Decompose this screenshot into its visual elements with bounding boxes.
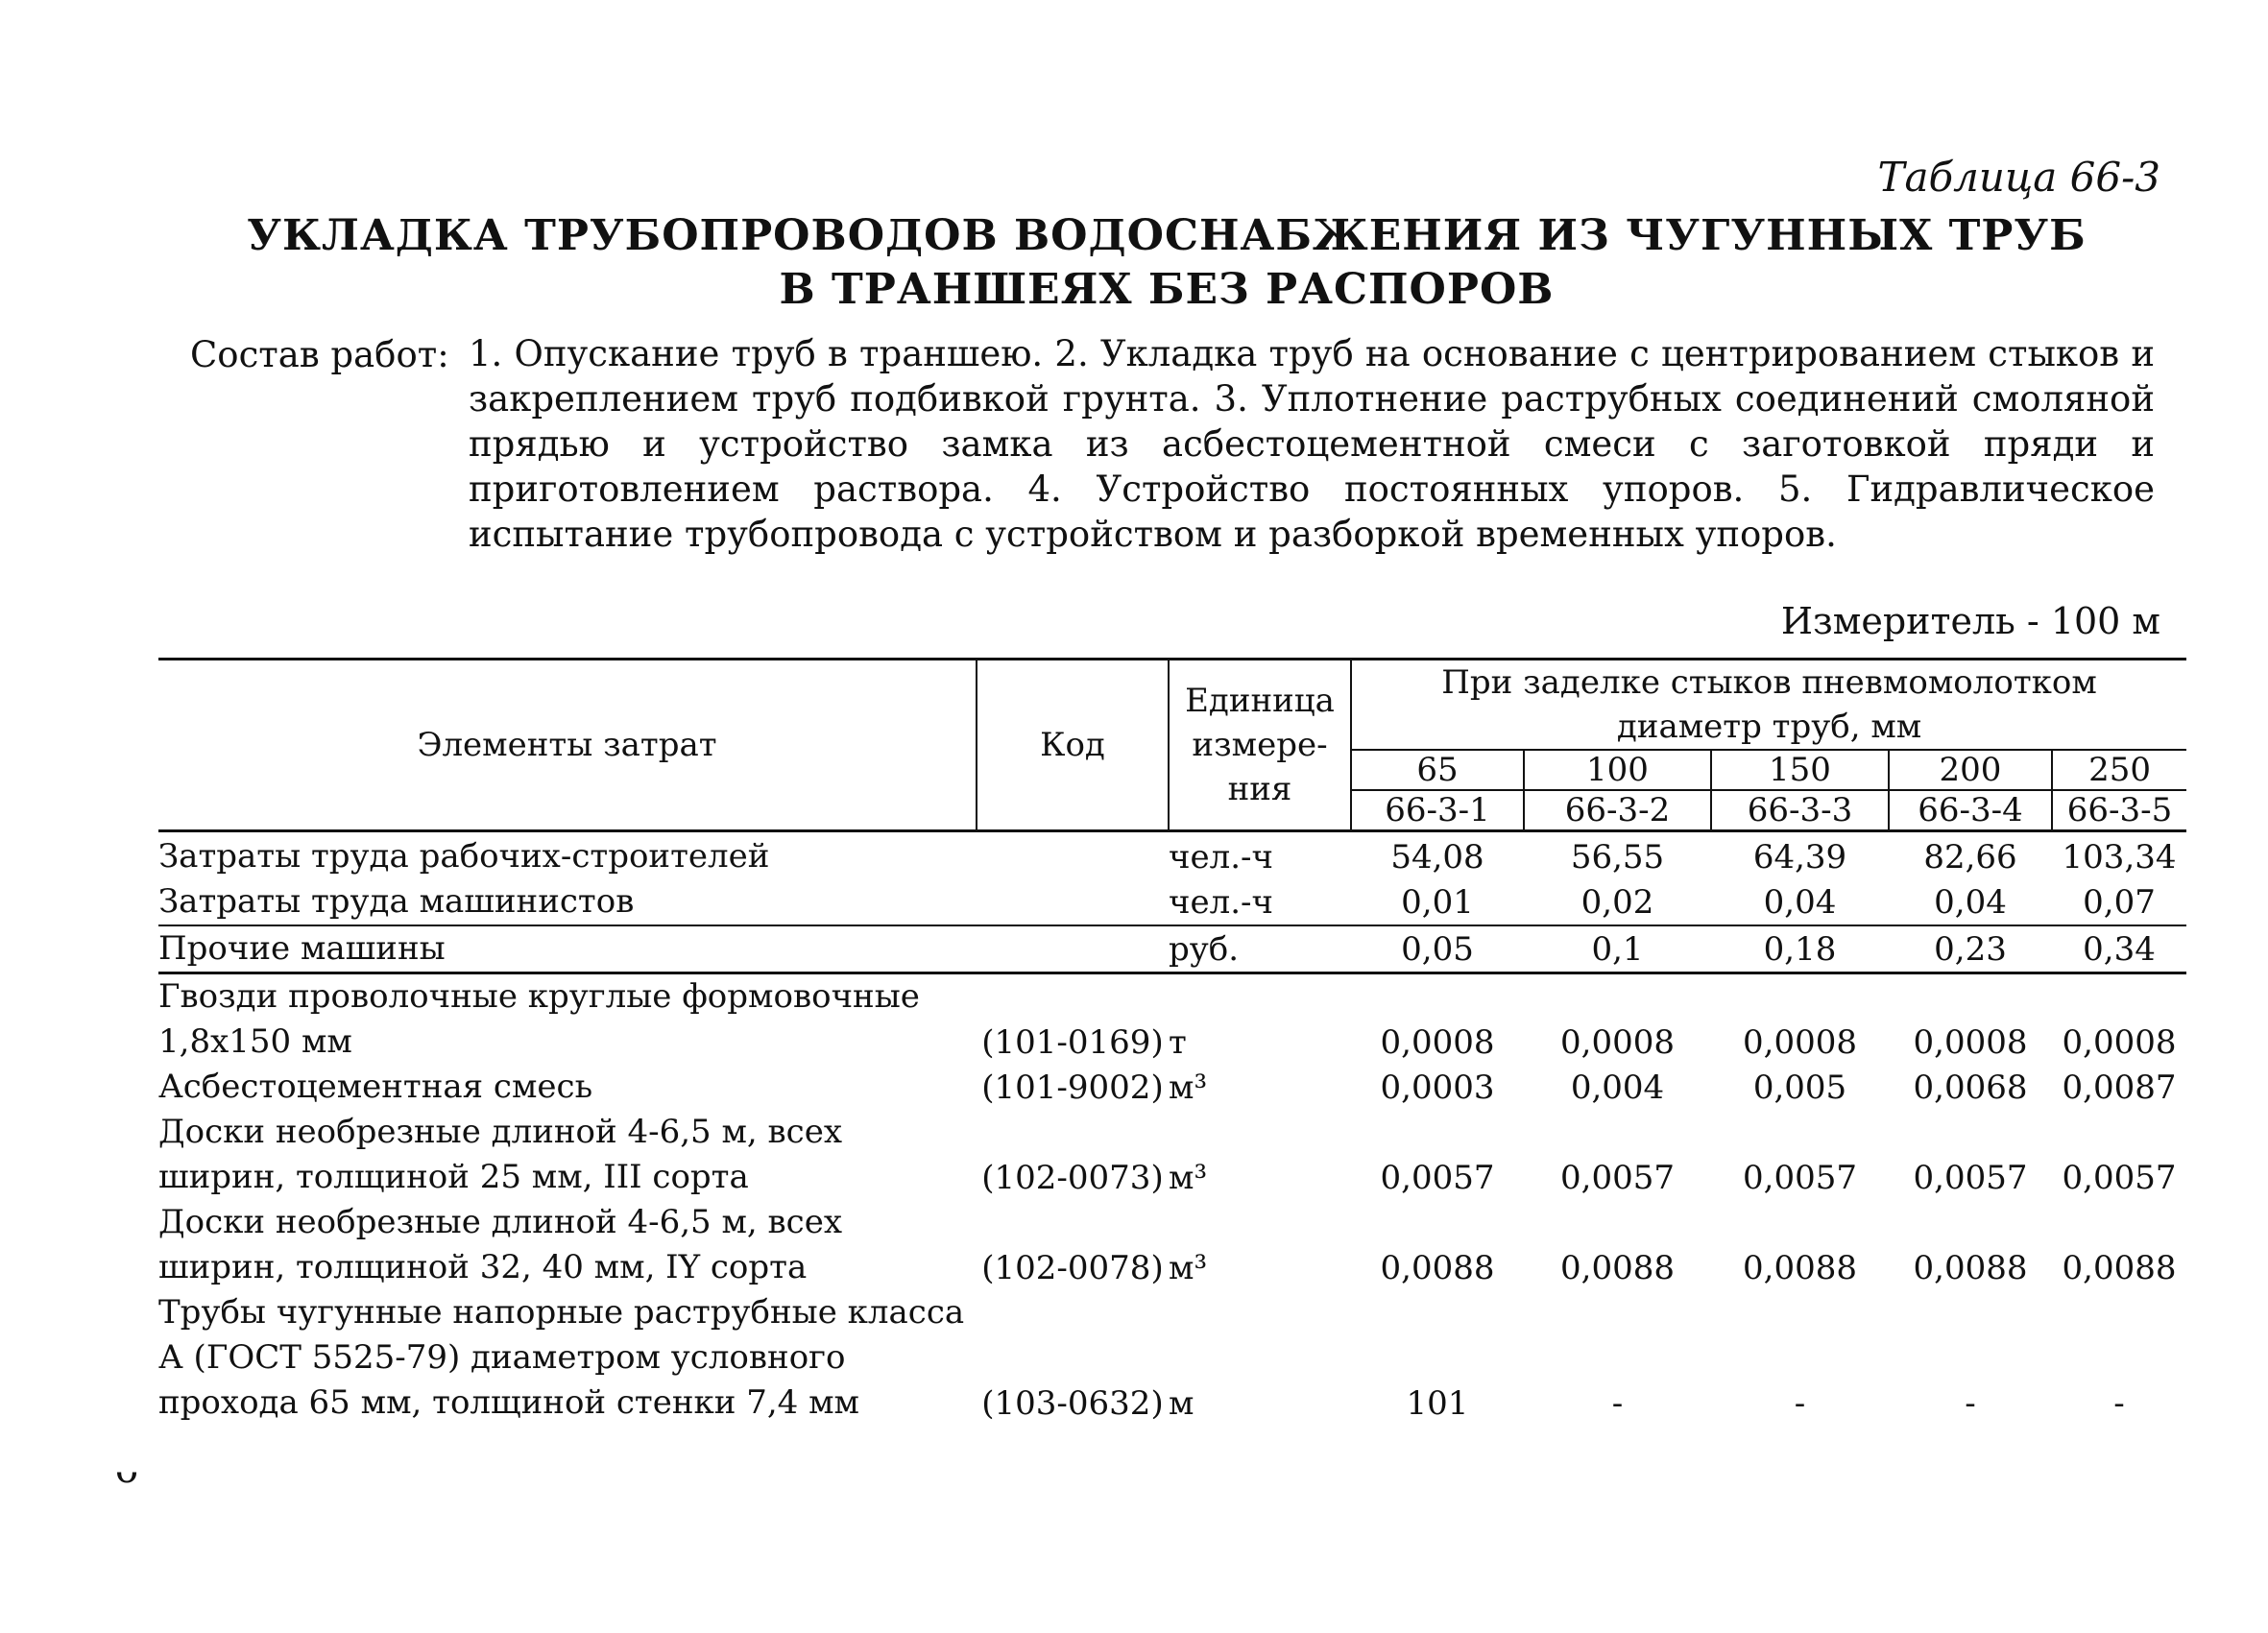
row-value: 0,0068 — [1913, 1069, 2028, 1107]
row-unit: м³ — [1169, 1159, 1208, 1197]
table-row — [158, 1200, 2186, 1290]
row-unit: м³ — [1169, 1069, 1208, 1107]
norm-code-cell: 66-3-1 — [1351, 790, 1524, 831]
header-code: Код — [977, 660, 1169, 831]
table-row — [158, 1290, 2186, 1426]
row-unit: м — [1169, 1384, 1194, 1423]
row-code — [977, 831, 1169, 880]
row-value: 0,0057 — [1743, 1159, 1857, 1197]
table-row — [158, 1065, 2186, 1110]
document-subtitle: В ТРАНШЕЯХ БЕЗ РАСПОРОВ — [779, 265, 1555, 314]
row-value: 82,66 — [1923, 837, 2017, 877]
row-value: 0,1 — [1524, 925, 1711, 973]
row-value: 101 — [1406, 1384, 1469, 1423]
row-name: Затраты труда машинистов — [158, 879, 977, 925]
row-code — [977, 879, 1169, 925]
row-value: 0,0088 — [1743, 1249, 1857, 1287]
table-row — [158, 925, 2186, 973]
row-value: 0,34 — [2052, 925, 2186, 973]
row-value: 0,0008 — [1913, 1023, 2028, 1062]
row-value: 0,0088 — [2062, 1249, 2177, 1287]
row-value: 0,0057 — [1913, 1159, 2028, 1197]
measurement-unit-note: Измеритель - 100 м — [1780, 600, 2160, 642]
row-name: Асбестоцементная смесь — [158, 1068, 593, 1106]
row-value: 56,55 — [1570, 837, 1665, 877]
norm-code-cell: 66-3-5 — [2066, 791, 2173, 829]
row-unit: чел.-ч — [1169, 879, 1351, 925]
table-number-label: Таблица 66-3 — [1877, 154, 2160, 201]
row-name: Прочие машины — [158, 925, 977, 973]
diameter-cell: 250 — [2052, 750, 2186, 790]
row-value: 0,01 — [1351, 879, 1524, 925]
table-header — [158, 660, 2186, 831]
row-value: - — [1611, 1384, 1624, 1423]
row-code: (103-0632) — [981, 1384, 1164, 1423]
row-value: 0,0088 — [1913, 1249, 2028, 1287]
row-value: 0,0057 — [2062, 1159, 2177, 1197]
row-code: (101-0169) — [981, 1023, 1164, 1062]
row-value: 0,0088 — [1560, 1249, 1675, 1287]
row-value: - — [2113, 1384, 2125, 1423]
diameter-cell: 150 — [1711, 750, 1889, 790]
diameter-cell: 65 — [1351, 750, 1524, 790]
row-value: 0,02 — [1524, 879, 1711, 925]
diameter-cell: 200 — [1889, 750, 2052, 790]
work-composition-text: 1. Опускание труб в траншею. 2. Укладка труб на основание с центрированием стыков и закреплением труб подбивкой грунта. 3. Уплотнение раструбных соединений смоляной прядью и устройство замка из асбестоцементной смеси с заготовкой пряди и приготовлением раствора. 4. Устройство постоянных упоров. 5. Гидравлическое испытание трубопровода с устройством и разборкой временных упоров. — [469, 333, 2155, 555]
row-name: Доски необрезные длиной 4-6,5 м, всех ширин, толщиной 25 мм, III сорта — [158, 1113, 843, 1196]
row-name: Доски необрезные длиной 4-6,5 м, всех ширин, толщиной 32, 40 мм, IY сорта — [158, 1203, 843, 1286]
row-value: 0,04 — [1889, 879, 2052, 925]
row-value: 0,0008 — [2062, 1023, 2177, 1062]
row-value: 0,0008 — [1743, 1023, 1857, 1062]
row-value: 0,0087 — [2062, 1069, 2177, 1107]
row-name: Затраты труда рабочих-строителей — [158, 837, 770, 876]
row-value: 0,0008 — [1560, 1023, 1675, 1062]
row-unit: чел.-ч — [1169, 837, 1273, 877]
row-value: 0,05 — [1351, 925, 1524, 973]
work-composition-label: Состав работ: — [190, 334, 449, 375]
document-title: УКЛАДКА ТРУБОПРОВОДОВ ВОДОСНАБЖЕНИЯ ИЗ ЧУГУННЫХ ТРУБ — [247, 211, 2087, 260]
row-value: - — [1965, 1384, 1976, 1423]
row-value: 54,08 — [1390, 837, 1484, 877]
row-value: 0,04 — [1711, 879, 1889, 925]
row-unit: руб. — [1169, 925, 1351, 973]
row-value: 0,004 — [1570, 1069, 1665, 1107]
row-value: 0,0057 — [1380, 1159, 1495, 1197]
table-row — [158, 831, 2186, 880]
row-value: 0,0008 — [1380, 1023, 1495, 1062]
row-code — [977, 925, 1169, 973]
norm-code-cell: 66-3-4 — [1889, 790, 2052, 831]
row-code: (102-0073) — [981, 1159, 1164, 1197]
row-name: Трубы чугунные напорные раструбные класса А (ГОСТ 5525-79) диаметром условного прохода 65 мм, толщиной стенки 7,4 мм — [158, 1293, 965, 1422]
row-unit: т — [1169, 1023, 1187, 1062]
row-unit: м³ — [1169, 1249, 1208, 1287]
norm-code-cell: 66-3-3 — [1711, 790, 1889, 831]
row-value: 0,07 — [2052, 879, 2186, 925]
table-row — [158, 879, 2186, 925]
row-value: - — [1794, 1384, 1806, 1423]
row-name: Гвозди проволочные круглые формовочные 1,8х150 мм — [158, 977, 920, 1061]
header-elements: Элементы затрат — [158, 660, 977, 831]
margin-mark: ᴗ — [115, 1448, 139, 1492]
table-row — [158, 973, 2186, 1066]
norm-code-cell: 66-3-2 — [1524, 790, 1711, 831]
row-value: 64,39 — [1752, 837, 1847, 877]
row-code: (101-9002) — [981, 1069, 1164, 1107]
row-value: 0,0088 — [1380, 1249, 1495, 1287]
row-value: 0,23 — [1889, 925, 2052, 973]
row-value: 0,005 — [1752, 1069, 1847, 1107]
row-value: 0,0003 — [1380, 1069, 1495, 1107]
row-value: 103,34 — [2062, 837, 2177, 877]
row-value: 0,0057 — [1560, 1159, 1675, 1197]
row-value: 0,18 — [1711, 925, 1889, 973]
table-row — [158, 1110, 2186, 1200]
row-code: (102-0078) — [981, 1249, 1164, 1287]
header-unit: Единица измере- ния — [1169, 660, 1351, 831]
norms-table — [158, 658, 2186, 1426]
header-group: При заделке стыков пневмомолотком диаметр труб, мм — [1351, 660, 2186, 751]
diameter-cell: 100 — [1524, 750, 1711, 790]
